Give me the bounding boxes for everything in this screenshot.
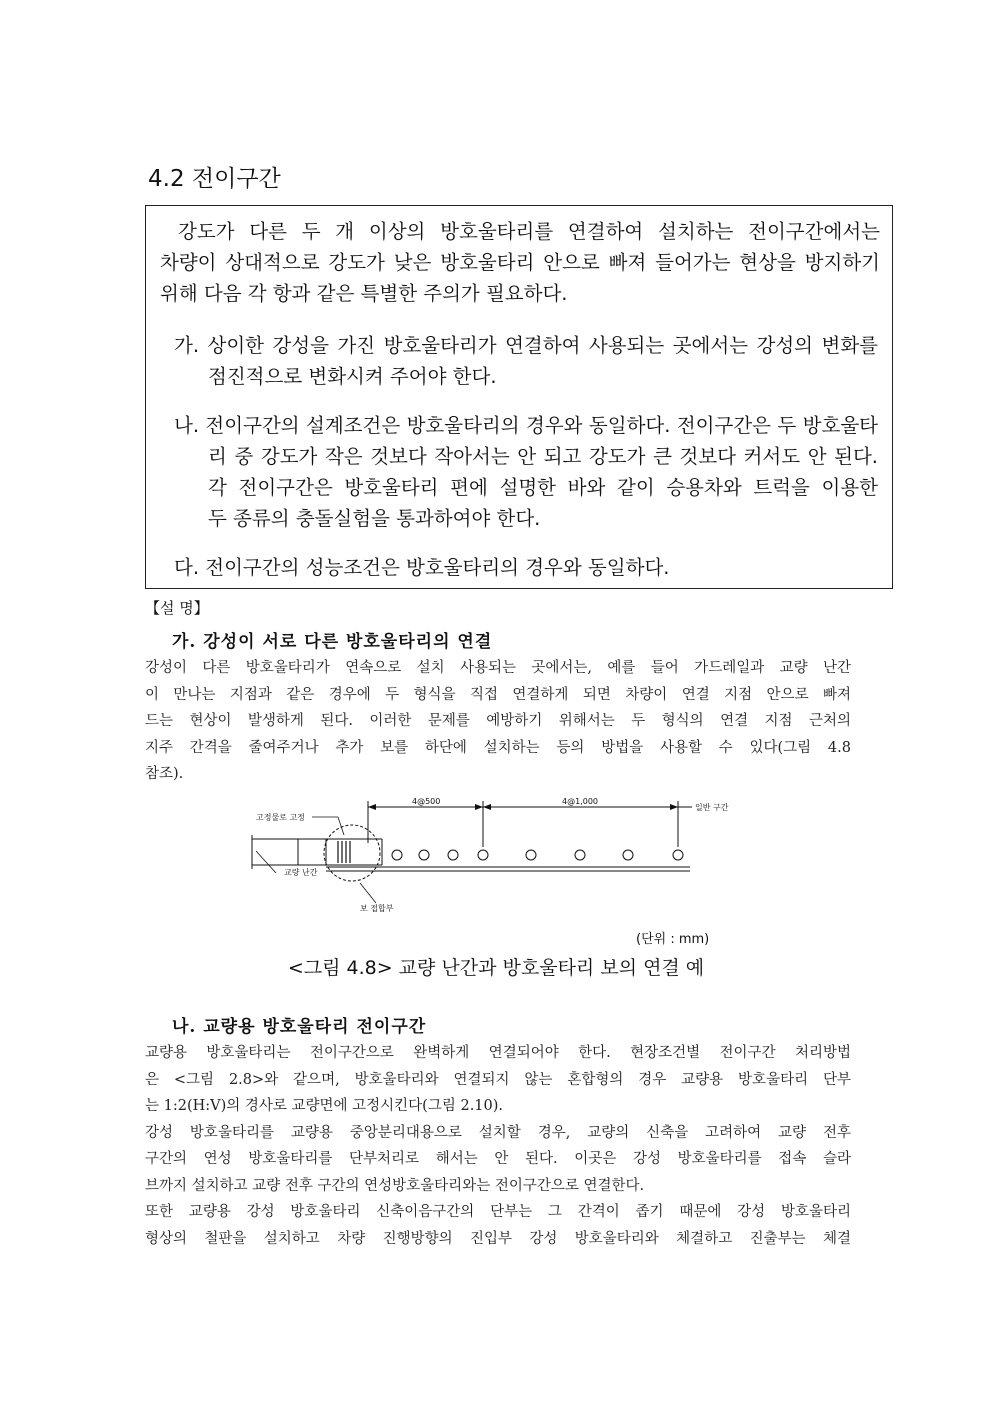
paragraph-line: 참조). bbox=[145, 766, 184, 782]
requirement-box bbox=[145, 205, 893, 589]
paragraph-line: 브까지 설치하고 교량 전후 구간의 연성방호울타리와는 전이구간으로 연결한다. bbox=[145, 1177, 645, 1194]
box-item-na bbox=[174, 410, 878, 534]
box-item-line: 각 전이구간은 방호울타리 편에 설명한 바와 같이 승용차와 트럭을 이용한 bbox=[208, 476, 878, 499]
unit-note: (단위 : mm) bbox=[636, 932, 710, 947]
paragraph-line: 이 만나는 지점과 같은 경우에 두 형식을 직접 연결하게 되면 차량이 연결 지점 안으로 빠져 bbox=[145, 686, 851, 703]
paragraph-line: 교량용 방호울타리는 전이구간으로 완벽하게 연결되어야 한다. 현장조건별 전이구간 처리방법 bbox=[145, 1045, 851, 1061]
post-icon bbox=[673, 850, 683, 860]
post-icon bbox=[526, 850, 536, 860]
dimension-label-2: 4@1,000 bbox=[562, 797, 598, 806]
paragraph-line: 강성이 다른 방호울타리가 연속으로 설치 사용되는 곳에서는, 예를 들어 가드레일과 교량 난간 bbox=[145, 660, 851, 676]
paragraph-line: 구간의 연성 방호울타리를 단부처리로 해서는 안 된다. 이곳은 강성 방호울타리를 접속 슬라 bbox=[145, 1151, 851, 1167]
dimension-label-1: 4@500 bbox=[412, 797, 441, 806]
box-intro-line: 위해 다음 각 항과 같은 특별한 주의가 필요하다. bbox=[160, 282, 568, 305]
explanation-label: 【설 명】 bbox=[145, 599, 209, 617]
post-icon bbox=[392, 850, 402, 860]
paragraph-line: 는 1:2(H:V)의 경사로 교량면에 고정시킨다(그림 2.10). bbox=[145, 1098, 504, 1114]
box-item-da bbox=[174, 552, 878, 583]
box-intro bbox=[160, 216, 880, 309]
connection-diagram bbox=[240, 795, 760, 925]
figure-caption: <그림 4.8> 교량 난간과 방호울타리 보의 연결 예 bbox=[287, 957, 705, 979]
paragraph-line: 지주 간격을 줄여주거나 추가 보를 하단에 설치하는 등의 방법을 사용할 수 있다(그림 4.8 bbox=[145, 739, 851, 756]
box-item-ga bbox=[174, 330, 878, 392]
section-title: 4.2 전이구간 bbox=[148, 166, 281, 192]
paragraph-line: 형상의 철판을 설치하고 차량 진행방향의 진입부 강성 방호울타리와 체결하고 진출부는 체결 bbox=[145, 1230, 851, 1247]
beam-joint-label: 보 접합부 bbox=[360, 904, 394, 913]
post-icon bbox=[478, 850, 488, 860]
post-icon bbox=[623, 850, 633, 860]
post-icon bbox=[448, 850, 458, 860]
bridge-rail-label: 교량 난간 bbox=[284, 868, 318, 877]
subheading-b: 나. 교량용 방호울타리 전이구간 bbox=[172, 1017, 427, 1037]
paragraph-line: 은 <그림 2.8>와 같으며, 방호울타리와 연결되지 않는 혼합형의 경우 교량용 방호울타리 단부 bbox=[145, 1071, 851, 1088]
box-item-line: 가. 상이한 강성을 가진 방호울타리가 연결하여 사용되는 곳에서는 강성의 변화를 bbox=[174, 334, 878, 357]
connection-detail-circle bbox=[324, 825, 380, 881]
post-icon bbox=[419, 850, 429, 860]
box-item-line: 나. 전이구간의 설계조건은 방호울타리의 경우와 동일하다. 전이구간은 두 방호울타 bbox=[174, 414, 878, 437]
general-section-label: 일반 구간 bbox=[695, 803, 729, 812]
box-item-line: 두 종류의 충돌실험을 통과하여야 한다. bbox=[208, 507, 541, 530]
paragraph-b bbox=[145, 1040, 851, 1252]
paragraph-line: 드는 현상이 발생하게 된다. 이러한 문제를 예방하기 위해서는 두 형식의 연결 지점 근처의 bbox=[145, 713, 851, 729]
box-item-line: 리 중 강도가 작은 것보다 작아서는 안 되고 강도가 큰 것보다 커서도 안 된다. bbox=[208, 445, 878, 468]
paragraph-a bbox=[145, 655, 851, 788]
box-intro-line: 강도가 다른 두 개 이상의 방호울타리를 연결하여 설치하는 전이구간에서는 bbox=[178, 220, 880, 243]
paragraph-line: 또한 교량용 강성 방호울타리 신축이음구간의 단부는 그 간격이 좁기 때문에 강성 방호울타리 bbox=[145, 1204, 851, 1220]
box-item-line: 점진적으로 변화시켜 주어야 한다. bbox=[208, 365, 497, 388]
post-icon bbox=[575, 850, 585, 860]
box-item-line: 다. 전이구간의 성능조건은 방호울타리의 경우와 동일하다. bbox=[174, 556, 670, 579]
box-intro-line: 차량이 상대적으로 강도가 낮은 방호울타리 안으로 빠져 들어가는 현상을 방지하기 bbox=[160, 251, 880, 274]
subheading-a: 가. 강성이 서로 다른 방호울타리의 연결 bbox=[172, 632, 493, 652]
paragraph-line: 강성 방호울타리를 교량용 중앙분리대용으로 설치할 경우, 교량의 신축을 고려하여 교량 전후 bbox=[145, 1124, 851, 1141]
anchor-label: 고정물로 고정 bbox=[256, 813, 305, 822]
